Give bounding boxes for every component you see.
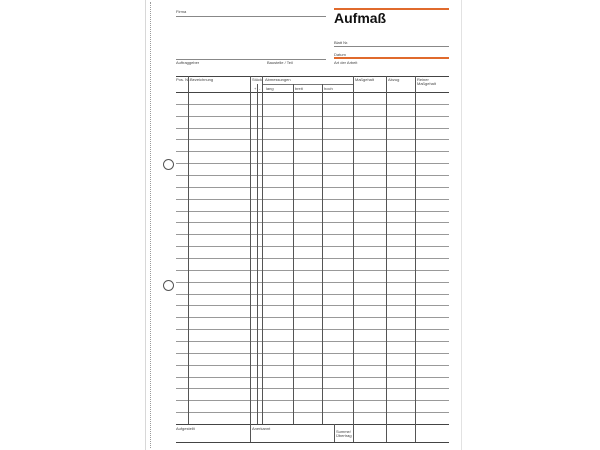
table-row-rule — [176, 187, 449, 188]
table-row-rule — [176, 341, 449, 342]
col-divider-quantity — [262, 76, 263, 424]
table-row-rule — [176, 139, 449, 140]
table-row-rule — [176, 222, 449, 223]
table-row-rule — [176, 199, 449, 200]
col-width-label: breit — [295, 86, 303, 91]
table-row-rule — [176, 400, 449, 401]
table-row-rule — [176, 282, 449, 283]
table-row-rule — [176, 270, 449, 271]
table-row-rule — [176, 294, 449, 295]
company-line — [176, 16, 326, 17]
col-quantity-label: Stück — [252, 77, 263, 82]
col-divider-pos — [188, 76, 189, 424]
table-row-rule — [176, 246, 449, 247]
col-deduction-label: Abzug — [388, 77, 400, 82]
col-net-label: Reiner Maßgehalt — [417, 77, 436, 86]
table-row-rule — [176, 234, 449, 235]
col-description-label: Bezeichnung — [190, 77, 214, 82]
form-title: Aufmaß — [334, 10, 387, 26]
col-plus-label: + — [254, 86, 257, 91]
table-row-rule — [176, 317, 449, 318]
sum-label: Summe/ Übertrag — [336, 429, 352, 438]
col-divider-length — [293, 84, 294, 424]
sheet-no-label: Blatt Nr. — [334, 40, 349, 45]
dimensions-subheader-rule — [262, 84, 353, 85]
table-row-rule — [176, 151, 449, 152]
table-row-rule — [176, 175, 449, 176]
punch-hole-top — [163, 159, 174, 170]
footer-sum-divider — [334, 424, 335, 442]
col-divider-deduction — [415, 76, 416, 442]
table-header-bottom-rule — [176, 92, 449, 93]
perforation-line — [150, 2, 151, 448]
table-row-rule — [176, 104, 449, 105]
table-row-rule — [176, 163, 449, 164]
date-label: Datum — [334, 52, 346, 57]
client-line — [176, 59, 326, 60]
table-top-rule — [176, 76, 449, 77]
col-divider-width — [322, 84, 323, 424]
table-row-rule — [176, 377, 449, 378]
recorded-label: Aufgestellt — [176, 426, 195, 431]
col-divider-description — [250, 76, 251, 442]
table-row-rule — [176, 305, 449, 306]
footer-bottom-rule — [176, 442, 449, 443]
col-height-label: hoch — [324, 86, 333, 91]
col-divider-dimensions — [353, 76, 354, 442]
col-pos-label: Pos. Nr. — [176, 77, 191, 82]
site-label: Baustelle / Teil — [267, 60, 293, 65]
punch-hole-bottom — [163, 280, 174, 291]
table-row-rule — [176, 388, 449, 389]
work-type-label: Art der Arbeit — [334, 60, 358, 65]
table-row-rule — [176, 365, 449, 366]
date-accent-rule — [334, 57, 449, 59]
col-measure-label: Maßgehalt — [355, 77, 374, 82]
acknowledged-label: Anerkannt — [252, 426, 271, 431]
sheet-no-line — [334, 46, 449, 47]
col-length-label: lang — [266, 86, 274, 91]
col-dimensions-label: Abmessungen — [265, 77, 291, 82]
table-row-rule — [176, 128, 449, 129]
table-row-rule — [176, 353, 449, 354]
table-row-rule — [176, 116, 449, 117]
table-row-rule — [176, 211, 449, 212]
table-row-rule — [176, 329, 449, 330]
col-minus-label: - — [259, 86, 261, 91]
client-label: Auftraggeber — [176, 60, 200, 65]
table-row-rule — [176, 412, 449, 413]
company-label: Firma — [176, 9, 187, 14]
table-row-rule — [176, 258, 449, 259]
col-divider-plus — [257, 84, 261, 424]
table-row-rule — [176, 424, 449, 425]
col-divider-measure — [386, 76, 387, 442]
